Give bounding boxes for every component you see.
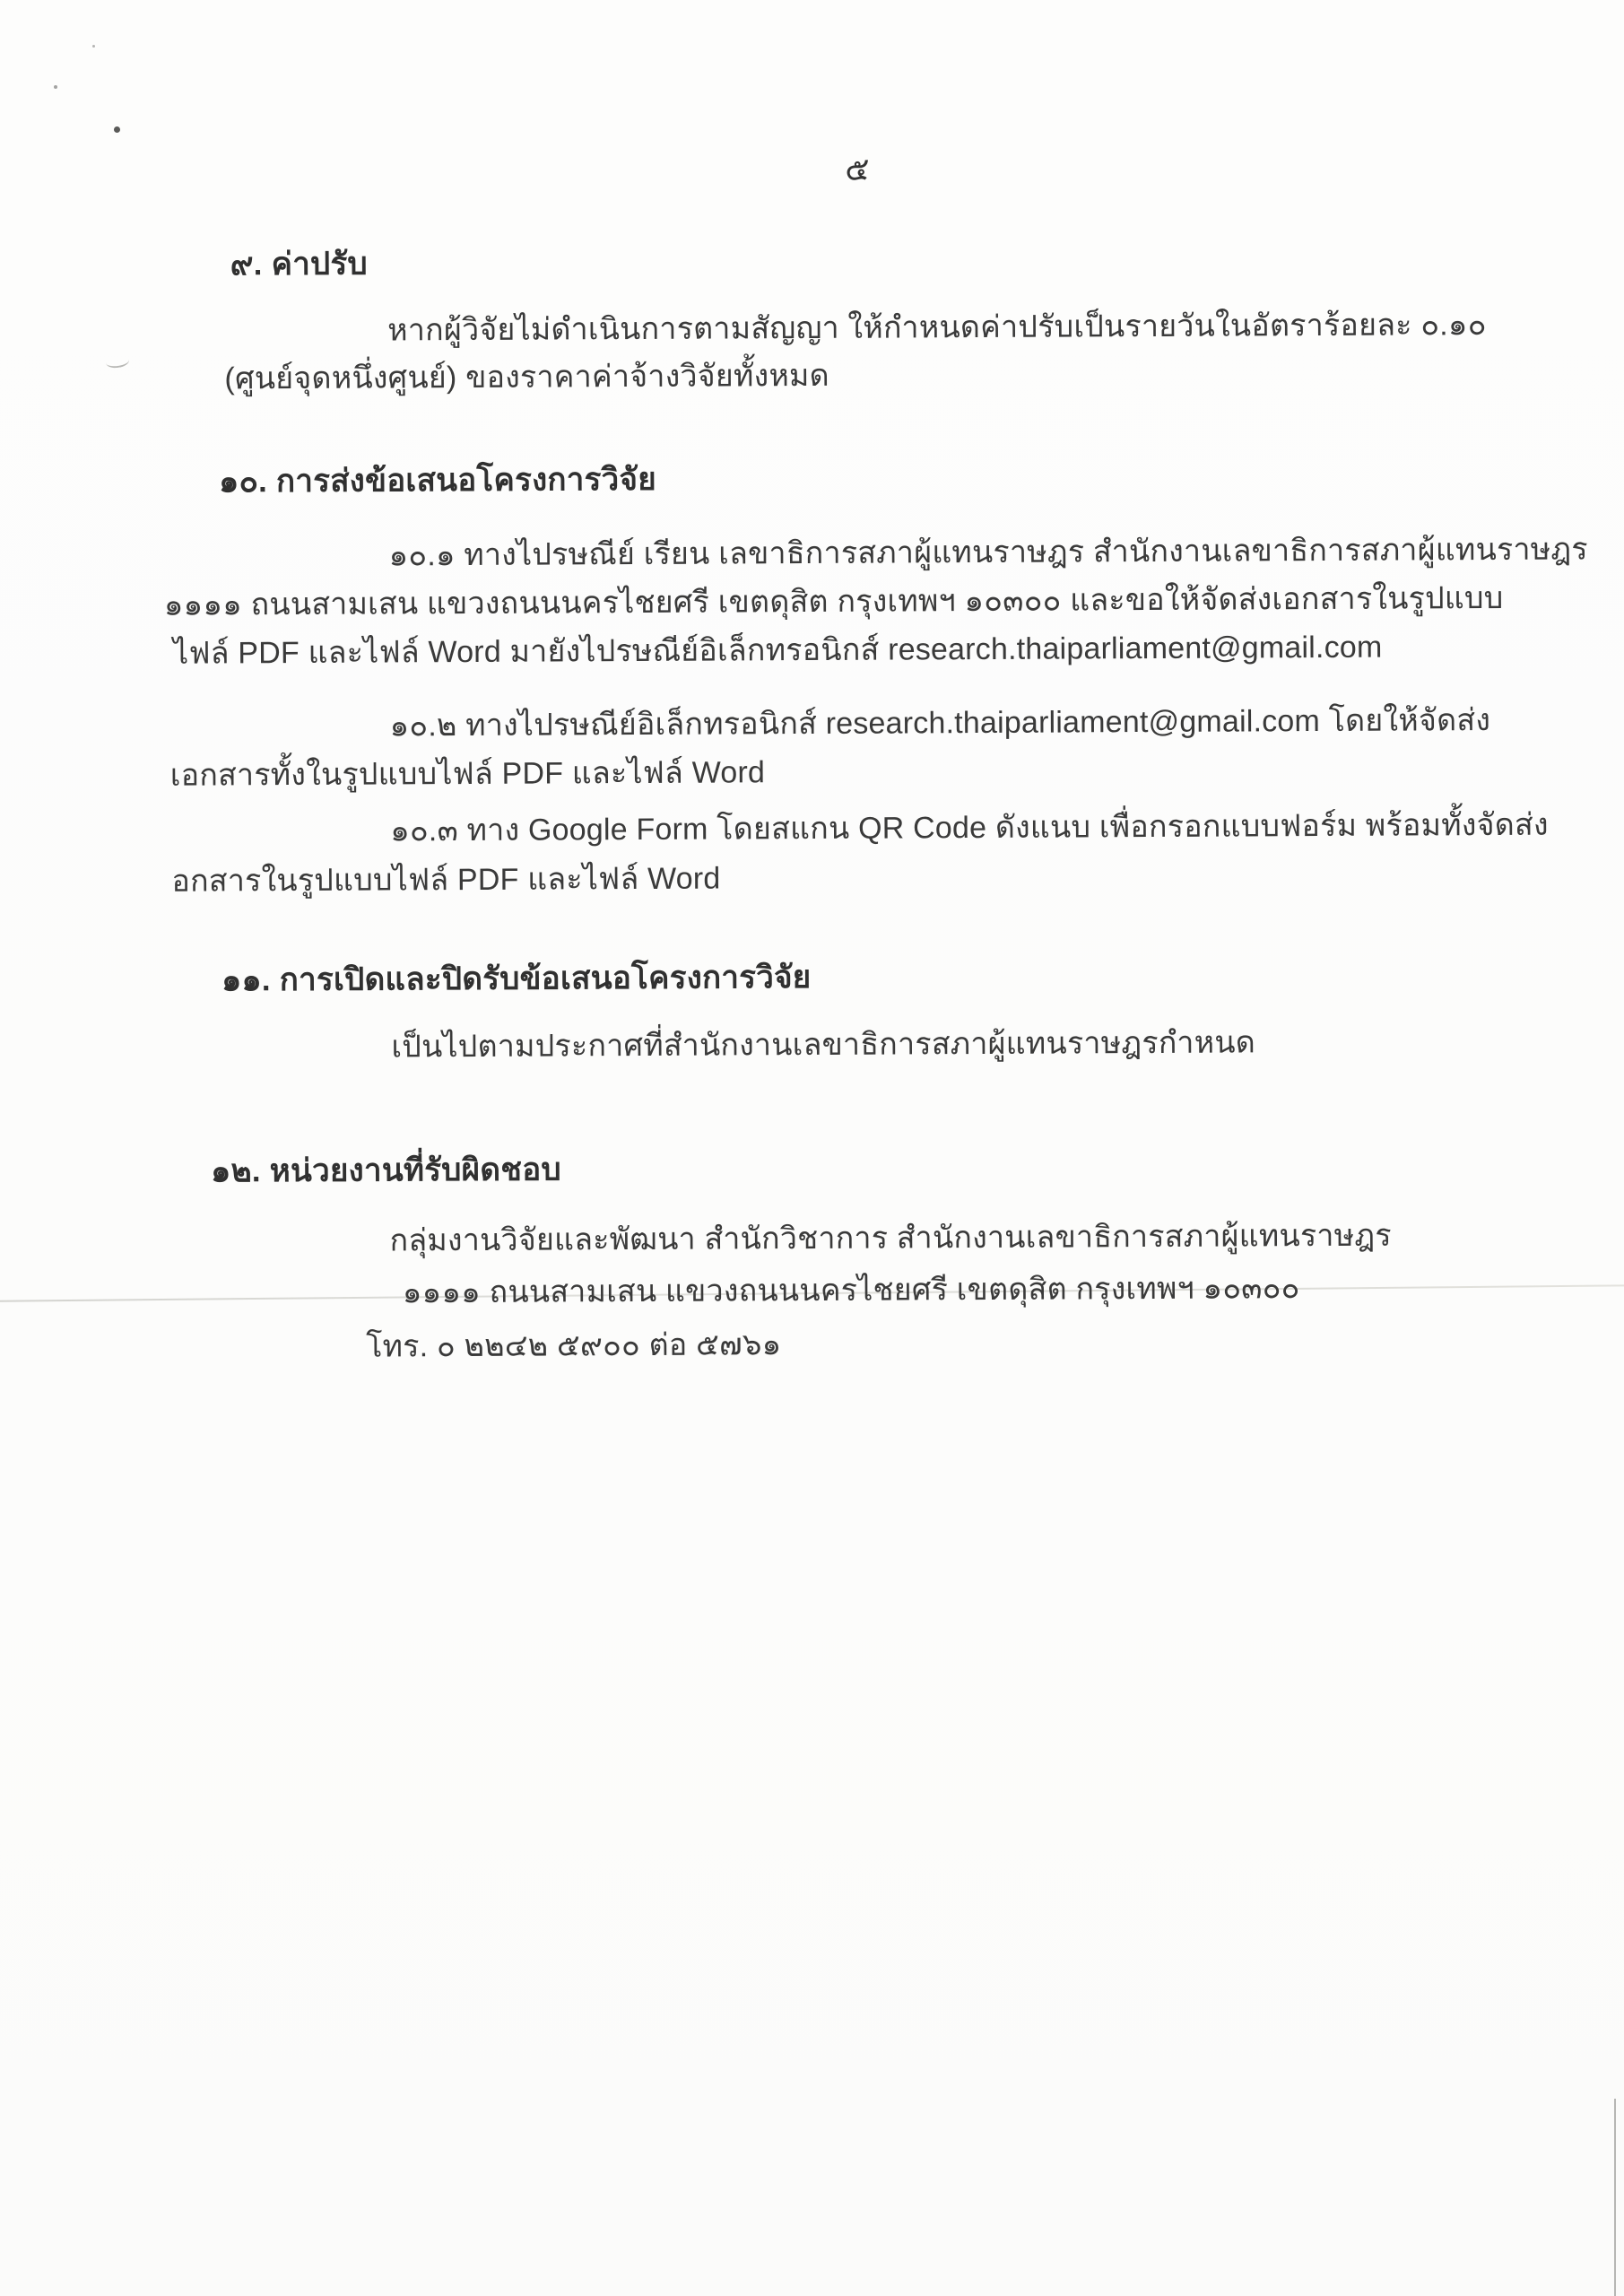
section-12-unit-line: กลุ่มงานวิจัยและพัฒนา สำนักวิชาการ สำนักงานเลขาธิการสภาผู้แทนราษฎร: [389, 1218, 1392, 1258]
section-10-1-line-1: ๑๐.๑ ทางไปรษณีย์ เรียน เลขาธิการสภาผู้แทนราษฎร สำนักงานเลขาธิการสภาผู้แทนราษฎร: [388, 532, 1588, 573]
section-12-address-line: ๑๑๑๑ ถนนสามเสน แขวงถนนนครไชยศรี เขตดุสิต กรุงเทพฯ ๑๐๓๐๐: [402, 1271, 1300, 1310]
section-10-heading: ๑๐. การส่งข้อเสนอโครงการวิจัย: [218, 461, 656, 500]
section-9-heading: ๙. ค่าปรับ: [230, 246, 368, 283]
section-10-2-line-1: ๑๐.๒ ทางไปรษณีย์อิเล็กทรอนิกส์ research.thaiparliament@gmail.com โดยให้จัดส่ง: [389, 703, 1491, 744]
section-10-2-line-2: เอกสารทั้งในรูปแบบไฟล์ PDF และไฟล์ Word: [169, 755, 766, 793]
section-11-heading: ๑๑. การเปิดและปิดรับข้อเสนอโครงการวิจัย: [221, 960, 812, 998]
section-10-3-line-2: อกสารในรูปแบบไฟล์ PDF และไฟล์ Word: [171, 861, 721, 899]
section-10-3-line-1: ๑๐.๓ ทาง Google Form โดยสแกน QR Code ดังแนบ เพื่อกรอกแบบฟอร์ม พร้อมทั้งจัดส่ง: [390, 807, 1549, 848]
section-9-paragraph-line-1: หากผู้วิจัยไม่ดำเนินการตามสัญญา ให้กำหนดค่าปรับเป็นรายวันในอัตราร้อยละ ๐.๑๐: [387, 308, 1487, 348]
section-11-body: เป็นไปตามประกาศที่สำนักงานเลขาธิการสภาผู้แทนราษฎรกำหนด: [391, 1025, 1256, 1065]
section-12-phone-line: โทร. ๐ ๒๒๔๒ ๕๙๐๐ ต่อ ๕๗๖๑: [366, 1327, 782, 1364]
section-10-1-line-3: ไฟล์ PDF และไฟล์ Word มายังไปรษณีย์อิเล็กทรอนิกส์ research.thaiparliament@gmail.com: [173, 630, 1383, 671]
section-9-paragraph-line-2: (ศูนย์จุดหนึ่งศูนย์) ของราคาค่าจ้างวิจัยทั้งหมด: [224, 358, 829, 396]
section-10-1-line-2: ๑๑๑๑ ถนนสามเสน แขวงถนนนครไชยศรี เขตดุสิต กรุงเทพฯ ๑๐๓๐๐ และขอให้จัดส่งเอกสารในรูปแบบ: [163, 580, 1504, 622]
section-12-heading: ๑๒. หน่วยงานที่รับผิดชอบ: [211, 1152, 561, 1189]
page-number: ๕: [845, 150, 870, 187]
